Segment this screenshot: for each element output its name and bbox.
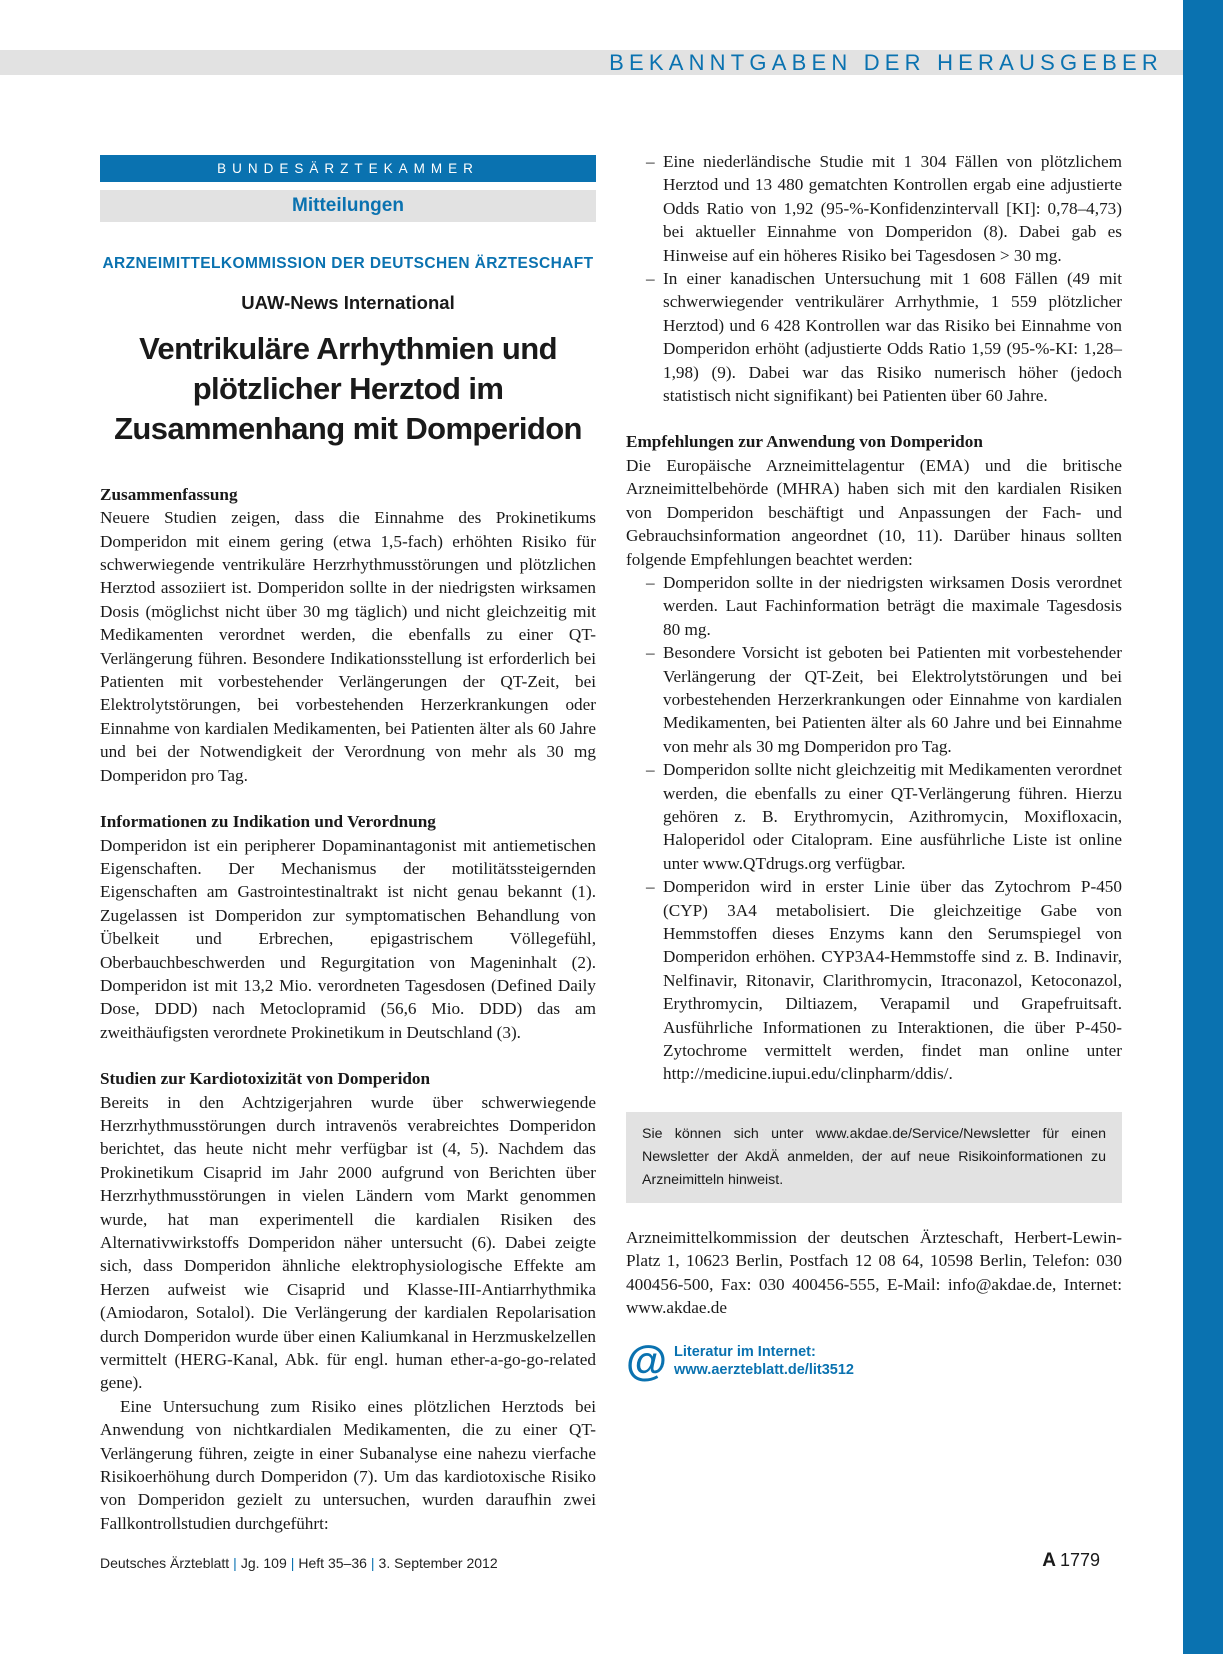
literatur-label: Literatur im Internet: (674, 1344, 816, 1361)
list-item: – Domperidon wird in erster Linie über das Zytochrom P-450 (CYP) 3A4 metabolisiert. Die gleichzeitige Gabe von Hemmstoffen dieses Enzyms kann den Serumspiegel von Domperidon erhöhen. CYP3A4-Hemmstoffe sind z. B. Indinavir, Nelfinavir, Ritonavir, Clarithromycin, Itraconazol, Ketoconazol, Erythromycin, Diltiazem, Verapamil und Grapefruitsaft. Ausführliche Informationen zu Interaktionen, die über P-450-Zytochrome vermittelt werden, findet man online unter http://medicine.iupui.edu/clinpharm/ddis/. (626, 875, 1122, 1086)
list-item: – Domperidon sollte in der niedrigsten wirksamen Dosis verordnet werden. Laut Fachinformation beträgt die maximale Tagesdosis 80 mg. (626, 571, 1122, 641)
page-number-value: 1779 (1059, 1550, 1100, 1570)
side-bar (1183, 0, 1223, 1654)
text-studien-2: Eine Untersuchung zum Risiko eines plötzlichen Herztods bei Anwendung von nichtkardialen Medikamenten, die zu einer QT-Verlängerung führen, zeigte in einer Subanalyse eine nahezu vierfache Risikoerhöhung durch Domperidon (7). Um das kardiotoxische Risiko von Domperidon gezielt zu untersuchen, wurden daraufhin zwei Fallkontrollstudien durchgeführt: (100, 1396, 596, 1533)
heading-zusammenfassung: Zusammenfassung (100, 484, 238, 504)
text-zusammenfassung: Neuere Studien zeigen, dass die Einnahme des Prokinetikums Domperidon mit einem gering (etwa 1,5-fach) erhöhten Risiko für schwerwiegende ventrikuläre Herzrhythmusstörungen und plötzlichen Herztod assoziiert ist. Domperidon sollte in der niedrigsten wirksamen Dosis (möglichst nicht über 30 mg täglich) und nicht gleichzeitig mit Medikamenten verordnet werden, die ebenfalls zu einer QT-Verlängerung führen. Besondere Indikationsstellung ist erforderlich bei Patienten mit vorbestehender Verlängerungen der QT-Zeit, bei Elektrolytstörungen, bei vorbestehenden Herzerkrankungen oder Einnahme von kardialen Medikamenten, bei Patienten älter als 60 Jahre und bei der Notwendigkeit der Verordnung von mehr als 30 mg Domperidon pro Tag. (100, 508, 596, 785)
list-item: – Domperidon sollte nicht gleichzeitig mit Medikamenten verordnet werden, die ebenfalls zu einer QT-Verlängerung führen. Hierzu gehören z. B. Erythromycin, Azithromycin, Moxifloxacin, Haloperidol oder Citalopram. Eine ausführliche Liste ist online unter www.QTdrugs.org verfügbar. (626, 758, 1122, 875)
title-line: Zusammenhang mit Domperidon (114, 410, 582, 446)
heading-studien: Studien zur Kardiotoxizität von Domperidon (100, 1069, 431, 1089)
text-empfehlungen: Die Europäische Arzneimittelagentur (EMA) und die britische Arzneimittelbehörde (MHRA) haben sich mit den kardialen Risiken von Domperidon beschäftigt und Anpassungen der Fach- und Gebrauchsinformation angeordnet (10, 11). Darüber hinaus sollten folgende Empfehlungen beachtet werden: (626, 455, 1122, 569)
volume: Jg. 109 (240, 1555, 287, 1571)
page-prefix: A (1042, 1550, 1056, 1571)
separator: | (370, 1555, 375, 1571)
list-item: – Eine niederländische Studie mit 1 304 Fällen von plötzlichem Herztod und 13 480 gematchten Kontrollen ergab eine adjustierte Odds Ratio von 1,92 (95-%-Konfidenzintervall [KI]: 0,78–4,73) bei aktueller Einnahme von Domperidon (8). Dabei gab es Hinweise auf ein höheres Risiko bei Tagesdosen > 30 mg. (626, 150, 1122, 267)
issue: Heft 35–36 (298, 1555, 367, 1571)
left-column (100, 150, 596, 1535)
date: 3. September 2012 (378, 1555, 498, 1571)
akdae-heading: ARZNEIMITTELKOMMISSION DER DEUTSCHEN ÄRZTESCHAFT (102, 255, 594, 272)
uaw-heading: UAW-News International (241, 292, 455, 314)
list-item: – In einer kanadischen Untersuchung mit 1 608 Fällen (49 mit schwerwiegender ventrikulärer Arrhythmie, 1 559 plötzlicher Herztod) und 6 428 Kontrollen war das Risiko bei Einnahme von Domperidon erhöht (adjustierte Odds Ratio 1,59 (95-%-KI: 1,28–1,98) (9). Dabei war das Risiko numerisch höher (jedoch statistisch nicht signifikant) bei Patienten über 60 Jahre. (626, 267, 1122, 407)
text-indikation: Domperidon ist ein peripherer Dopaminantagonist mit antiemetischen Eigenschaften. Der Mechanismus der motilitätssteigernden Eigenschaften am Gastrointestinaltrakt ist nicht genau bekannt (1). Zugelassen ist Domperidon zur symptomatischen Behandlung von Übelkeit und Erbrechen, epigastrischem Völlegefühl, Oberbauchbeschwerden und Regurgitation von Mageninhalt (2). Domperidon ist mit 13,2 Mio. verordneten Tagesdosen (Defined Daily Dose, DDD) nach Metoclopramid (56,6 Mio. DDD) das am zweithäufigsten verordnete Prokinetikum in Deutschland (3). (100, 835, 596, 1042)
title-line: Ventrikuläre Arrhythmien und (139, 330, 557, 366)
article-title (100, 329, 596, 449)
heading-indikation: Informationen zu Indikation und Verordnung (100, 812, 436, 832)
page-number (1042, 1550, 1100, 1572)
section-title: BEKANNTGABEN DER HERAUSGEBER (609, 50, 1163, 75)
text-studien-1: Bereits in den Achtzigerjahren wurde über schwerwiegende Herzrhythmusstörungen durch intravenös verabreichtes Domperidon berichtet, das heute nicht mehr verfügbar ist (4, 5). Nachdem das Prokinetikum Cisaprid im Jahr 2000 aufgrund von Berichten über Herzrhythmusstörungen in vielen Ländern vom Markt genommen wurde, hat man experimentell die kardialen Risiken des Alternativwirkstoffs Domperidon näher untersucht (6). Dabei zeigte sich, dass Domperidon ähnliche elektrophysiologische Effekte am Herzen aufweist wie Cisaprid und Klasse-III-Antiarrhythmika (Amiodaron, Sotalol). Die Verlängerung der kardialen Repolarisation durch Domperidon wurde über einen Kaliumkanal in Herzmuskelzellen vermittelt (HERG-Kanal, Abk. für engl. human ether-a-go-go-related gene). (100, 1092, 596, 1393)
separator: | (290, 1555, 295, 1571)
empfehlungen-list (626, 571, 1122, 1086)
title-line: plötzlicher Herztod im (192, 370, 504, 406)
separator: | (233, 1555, 237, 1571)
right-column (626, 150, 1122, 1385)
mitteilungen-banner: Mitteilungen (100, 190, 596, 222)
heading-empfehlungen: Empfehlungen zur Anwendung von Domperidon (626, 432, 983, 452)
kammer-banner: BUNDESÄRZTEKAMMER (100, 155, 596, 182)
literatur-link[interactable] (626, 1337, 1122, 1385)
journal-name: Deutsches Ärzteblatt (100, 1555, 230, 1571)
at-icon: @ (626, 1337, 667, 1385)
literatur-url[interactable]: www.aerzteblatt.de/lit3512 (674, 1362, 854, 1379)
studien-list (626, 150, 1122, 407)
footer (100, 1555, 498, 1571)
address-block: Arzneimittelkommission der deutschen Ärzteschaft, Herbert-Lewin-Platz 1, 10623 Berlin, Postfach 12 08 64, 10598 Berlin, Telefon: 030 400456-500, Fax: 030 400456-555, E-Mail: info@akdae.de, Internet: www.akdae.de (626, 1227, 1122, 1318)
list-item: – Besondere Vorsicht ist geboten bei Patienten mit vorbestehender Verlängerung der QT-Zeit, bei Elektrolytstörungen und bei vorbestehenden Herzerkrankungen oder Einnahme von kardialen Medikamenten, bei Patienten älter als 60 Jahre und bei Einnahme von mehr als 30 mg Domperidon pro Tag. (626, 641, 1122, 758)
newsletter-box: Sie können sich unter www.akdae.de/Service/Newsletter für einen Newsletter der AkdÄ anmelden, der auf neue Risikoinformationen zu Arzneimitteln hinweist. (626, 1112, 1122, 1203)
